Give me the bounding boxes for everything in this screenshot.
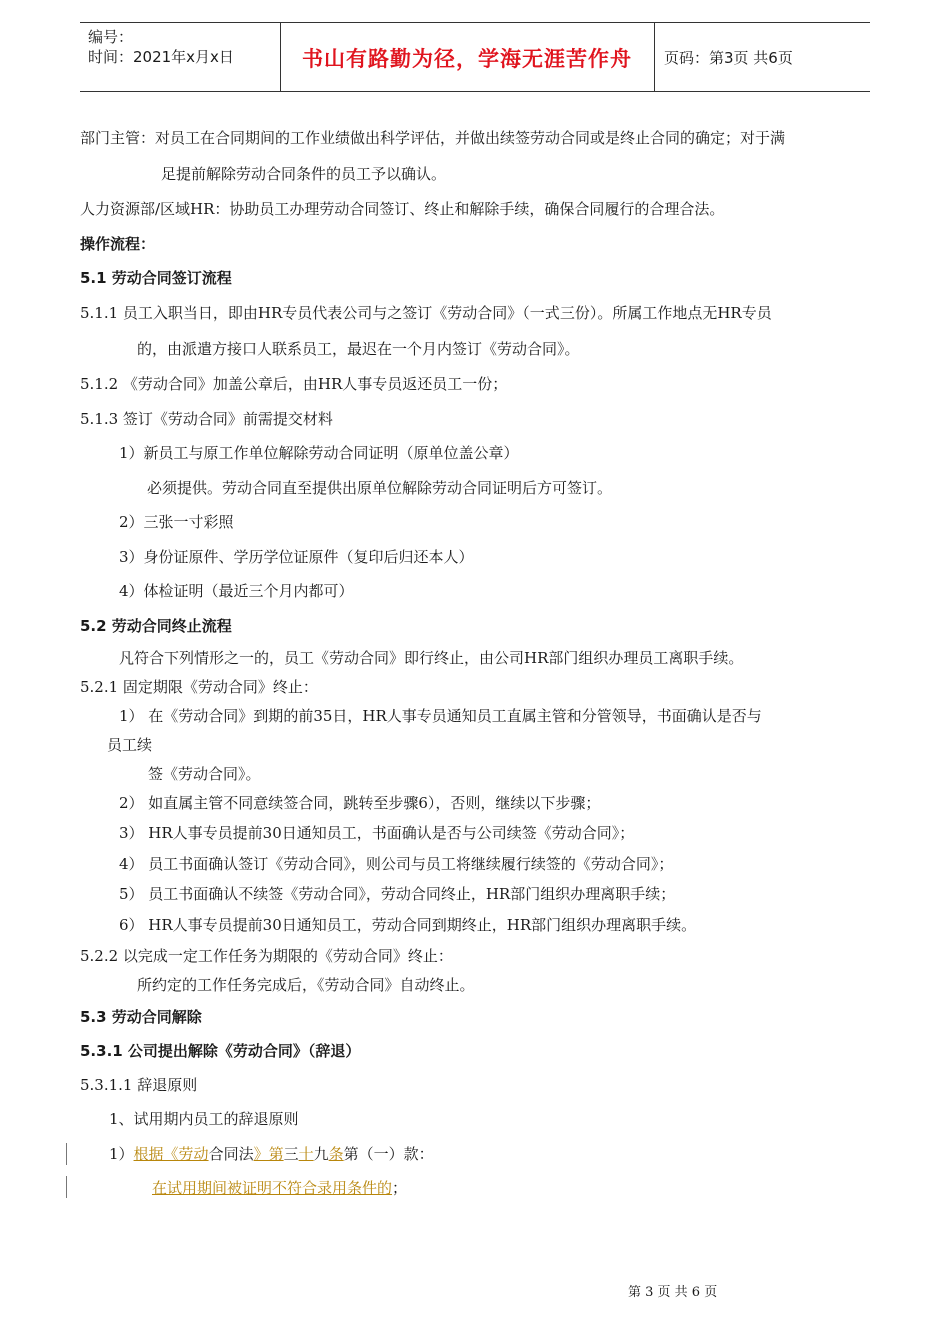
revision-text: 条 — [328, 1145, 344, 1163]
revision-bar — [66, 1143, 67, 1165]
header-meta — [88, 27, 234, 67]
number-label: 编号： — [88, 28, 134, 46]
clause-5-1-3: 5.1.3 签订《劳动合同》前需提交材料 — [80, 410, 333, 428]
page-footer: 第 3 页 共 6 页 — [628, 1285, 718, 1300]
list-item: 1） 在《劳动合同》到期的前35日，HR人事专员通知员工直属主管和分管领导，书面确认是否与 — [119, 707, 762, 725]
revision-text: 根据《劳动 — [133, 1145, 209, 1163]
clause-5-1-2: 5.1.2 《劳动合同》加盖公章后，由HR人事专员返还员工一份； — [80, 375, 508, 393]
revision-bar — [66, 1176, 67, 1198]
revision-text: 十 — [298, 1145, 314, 1163]
list-item: 2）三张一寸彩照 — [119, 513, 234, 531]
list-item: 5） 员工书面确认不续签《劳动合同》，劳动合同终止，HR部门组织办理离职手续； — [119, 885, 676, 903]
clause-5-1-1-cont: 的，由派遣方接口人联系员工，最迟在一个月内签订《劳动合同》。 — [137, 340, 580, 358]
list-item-cont: 签《劳动合同》。 — [148, 765, 261, 783]
clause-5-3-1-1: 5.3.1.1 辞退原则 — [80, 1076, 198, 1094]
clause-5-2-1: 5.2.1 固定期限《劳动合同》终止： — [80, 678, 318, 696]
list-item: 3） HR人事专员提前30日通知员工，书面确认是否与公司续签《劳动合同》； — [119, 824, 635, 842]
condition-line — [152, 1178, 407, 1198]
clause-5-2-2: 5.2.2 以完成一定工作任务为期限的《劳动合同》终止： — [80, 947, 453, 965]
condition-suffix: ； — [392, 1179, 408, 1197]
section-heading-5-3: 5.3 劳动合同解除 — [80, 1008, 202, 1026]
article-text: 第（一）款： — [343, 1145, 434, 1163]
section-heading-procedure: 操作流程： — [80, 235, 156, 253]
header-divider — [654, 23, 655, 91]
article-text: 九 — [313, 1145, 329, 1163]
article-text: 合同法 — [208, 1145, 254, 1163]
list-number: 1） — [109, 1145, 134, 1163]
paragraph-dept-manager-cont: 足提前解除劳动合同条件的员工予以确认。 — [161, 165, 447, 183]
clause-5-1-1: 5.1.1 员工入职当日，即由HR专员代表公司与之签订《劳动合同》（一式三份）。所属工作地点无HR专员 — [80, 304, 772, 322]
list-item: 4） 员工书面确认签订《劳动合同》，则公司与员工将继续履行续签的《劳动合同》； — [119, 855, 674, 873]
revision-text: 在试用期间被证明不符合录用条件的 — [152, 1179, 393, 1197]
paragraph-termination: 凡符合下列情形之一的，员工《劳动合同》即行终止，由公司HR部门组织办理员工离职手续。 — [119, 649, 744, 667]
list-item-cont: 必须提供。劳动合同直至提供出原单位解除劳动合同证明后方可签订。 — [147, 479, 613, 497]
clause-5-2-2-cont: 所约定的工作任务完成后，《劳动合同》自动终止。 — [137, 976, 475, 994]
section-heading-5-3-1: 5.3.1 公司提出解除《劳动合同》（辞退） — [80, 1042, 361, 1060]
list-item: 6） HR人事专员提前30日通知员工，劳动合同到期终止，HR部门组织办理离职手续。 — [119, 916, 697, 934]
header-page-info: 页码：第3页 共6页 — [664, 49, 793, 67]
article-text: 三 — [283, 1145, 299, 1163]
page-header — [80, 22, 870, 92]
list-item: 1）新员工与原工作单位解除劳动合同证明（原单位盖公章） — [119, 444, 519, 462]
section-heading-5-2: 5.2 劳动合同终止流程 — [80, 617, 232, 635]
list-item-cont: 员工续 — [107, 736, 153, 754]
list-item: 2） 如直属主管不同意续签合同，跳转至步骤6），否则，继续以下步骤； — [119, 794, 601, 812]
list-item: 4）体检证明（最近三个月内都可） — [119, 582, 354, 600]
time-label: 时间：2021年x月x日 — [88, 48, 234, 66]
article-reference-line — [109, 1144, 434, 1164]
paragraph-dept-manager: 部门主管：对员工在合同期间的工作业绩做出科学评估，并做出续签劳动合同或是终止合同的确定；对于满 — [80, 129, 786, 147]
list-item: 1、试用期内员工的辞退原则 — [109, 1110, 299, 1128]
list-item: 3）身份证原件、学历学位证原件（复印后归还本人） — [119, 548, 474, 566]
revision-text: 》第 — [253, 1145, 284, 1163]
header-motto: 书山有路勤为径，学海无涯苦作舟 — [302, 47, 632, 71]
paragraph-hr: 人力资源部/区域HR：协助员工办理劳动合同签订、终止和解除手续，确保合同履行的合理合法。 — [80, 200, 725, 218]
section-heading-5-1: 5.1 劳动合同签订流程 — [80, 269, 232, 287]
